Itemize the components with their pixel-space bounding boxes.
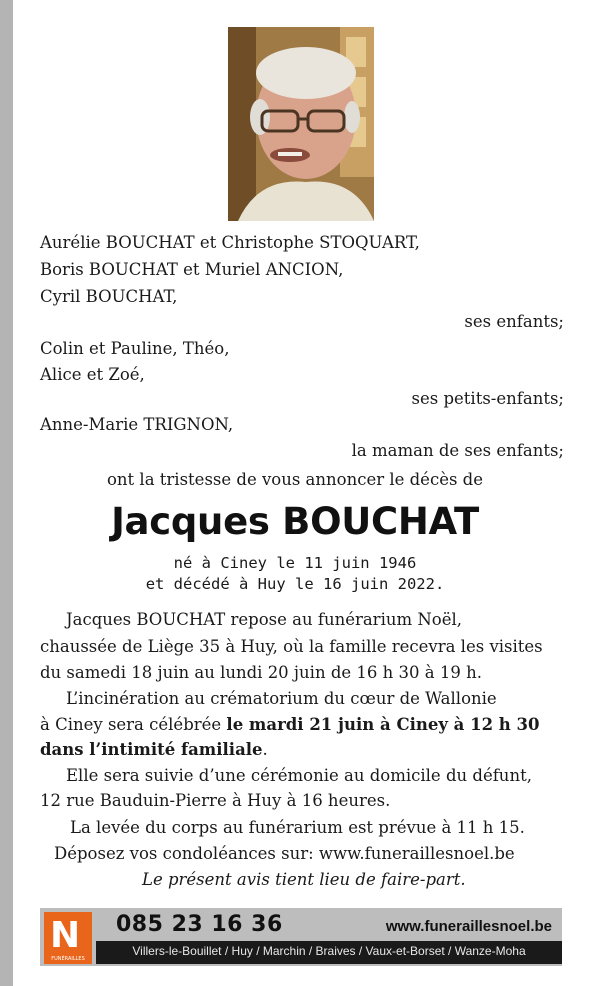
family-child-1: Aurélie BOUCHAT et Christophe STOQUART, <box>40 233 420 252</box>
details-line-6 <box>40 740 268 760</box>
website-link[interactable]: www.funeraillesnoel.be <box>385 918 552 935</box>
logo-letter: N <box>50 915 81 956</box>
ceremony-place-text: à Ciney sera célébrée <box>40 715 227 734</box>
details-line-4: L’incinération au crématorium du cœur de Wallonie <box>66 689 497 708</box>
death-line: et décédé à Huy le 16 juin 2022. <box>145 575 445 593</box>
funeral-home-logo <box>44 912 92 964</box>
details-line-2: chaussée de Liège 35 à Huy, où la famille recevra les visites <box>40 637 543 656</box>
details-line-8: 12 rue Bauduin-Pierre à Huy à 16 heures. <box>40 791 391 810</box>
grandchildren-role: ses petits-enfants; <box>411 389 564 408</box>
left-border-bar <box>0 0 13 986</box>
ceremony-period: . <box>262 740 268 759</box>
towns-strip <box>96 941 562 964</box>
details-line-5 <box>40 715 540 735</box>
deceased-name: Jacques BOUCHAT <box>111 500 479 543</box>
details-line-3: du samedi 18 juin au lundi 20 juin de 16 h 30 à 19 h. <box>40 663 482 682</box>
announcement-text: ont la tristesse de vous annoncer le décès de <box>106 470 483 489</box>
family-child-3: Cyril BOUCHAT, <box>40 287 178 306</box>
portrait-photo <box>228 27 374 221</box>
children-role: ses enfants; <box>464 312 564 331</box>
grandchildren-1: Colin et Pauline, Théo, <box>40 339 230 358</box>
mother-role: la maman de ses enfants; <box>351 441 564 460</box>
family-child-2: Boris BOUCHAT et Muriel ANCION, <box>40 260 344 279</box>
towns-list: Villers-le-Bouillet / Huy / Marchin / Braives / Vaux-et-Borset / Wanze-Moha <box>132 944 526 958</box>
ceremony-privacy-text: dans l’intimité familiale <box>40 740 263 759</box>
details-line-1: Jacques BOUCHAT repose au funérarium Noël, <box>66 610 463 629</box>
ceremony-date-text: le mardi 21 juin à Ciney à 12 h 30 <box>226 715 540 734</box>
mother-line: Anne-Marie TRIGNON, <box>40 415 234 434</box>
details-line-7: Elle sera suivie d’une cérémonie au domicile du défunt, <box>66 766 532 785</box>
footer-banner <box>40 908 562 966</box>
logo-subtitle: FUNÉRAILLES <box>51 956 85 962</box>
grandchildren-2: Alice et Zoé, <box>40 365 145 384</box>
details-line-9: La levée du corps au funérarium est prévue à 11 h 15. <box>70 818 525 837</box>
condolences-line: Déposez vos condoléances sur: www.funeraillesnoel.be <box>54 844 515 863</box>
phone-number: 085 23 16 36 <box>116 912 283 937</box>
birth-line: né à Ciney le 11 juin 1946 <box>173 554 417 572</box>
notice-line: Le présent avis tient lieu de faire-part. <box>142 870 466 889</box>
